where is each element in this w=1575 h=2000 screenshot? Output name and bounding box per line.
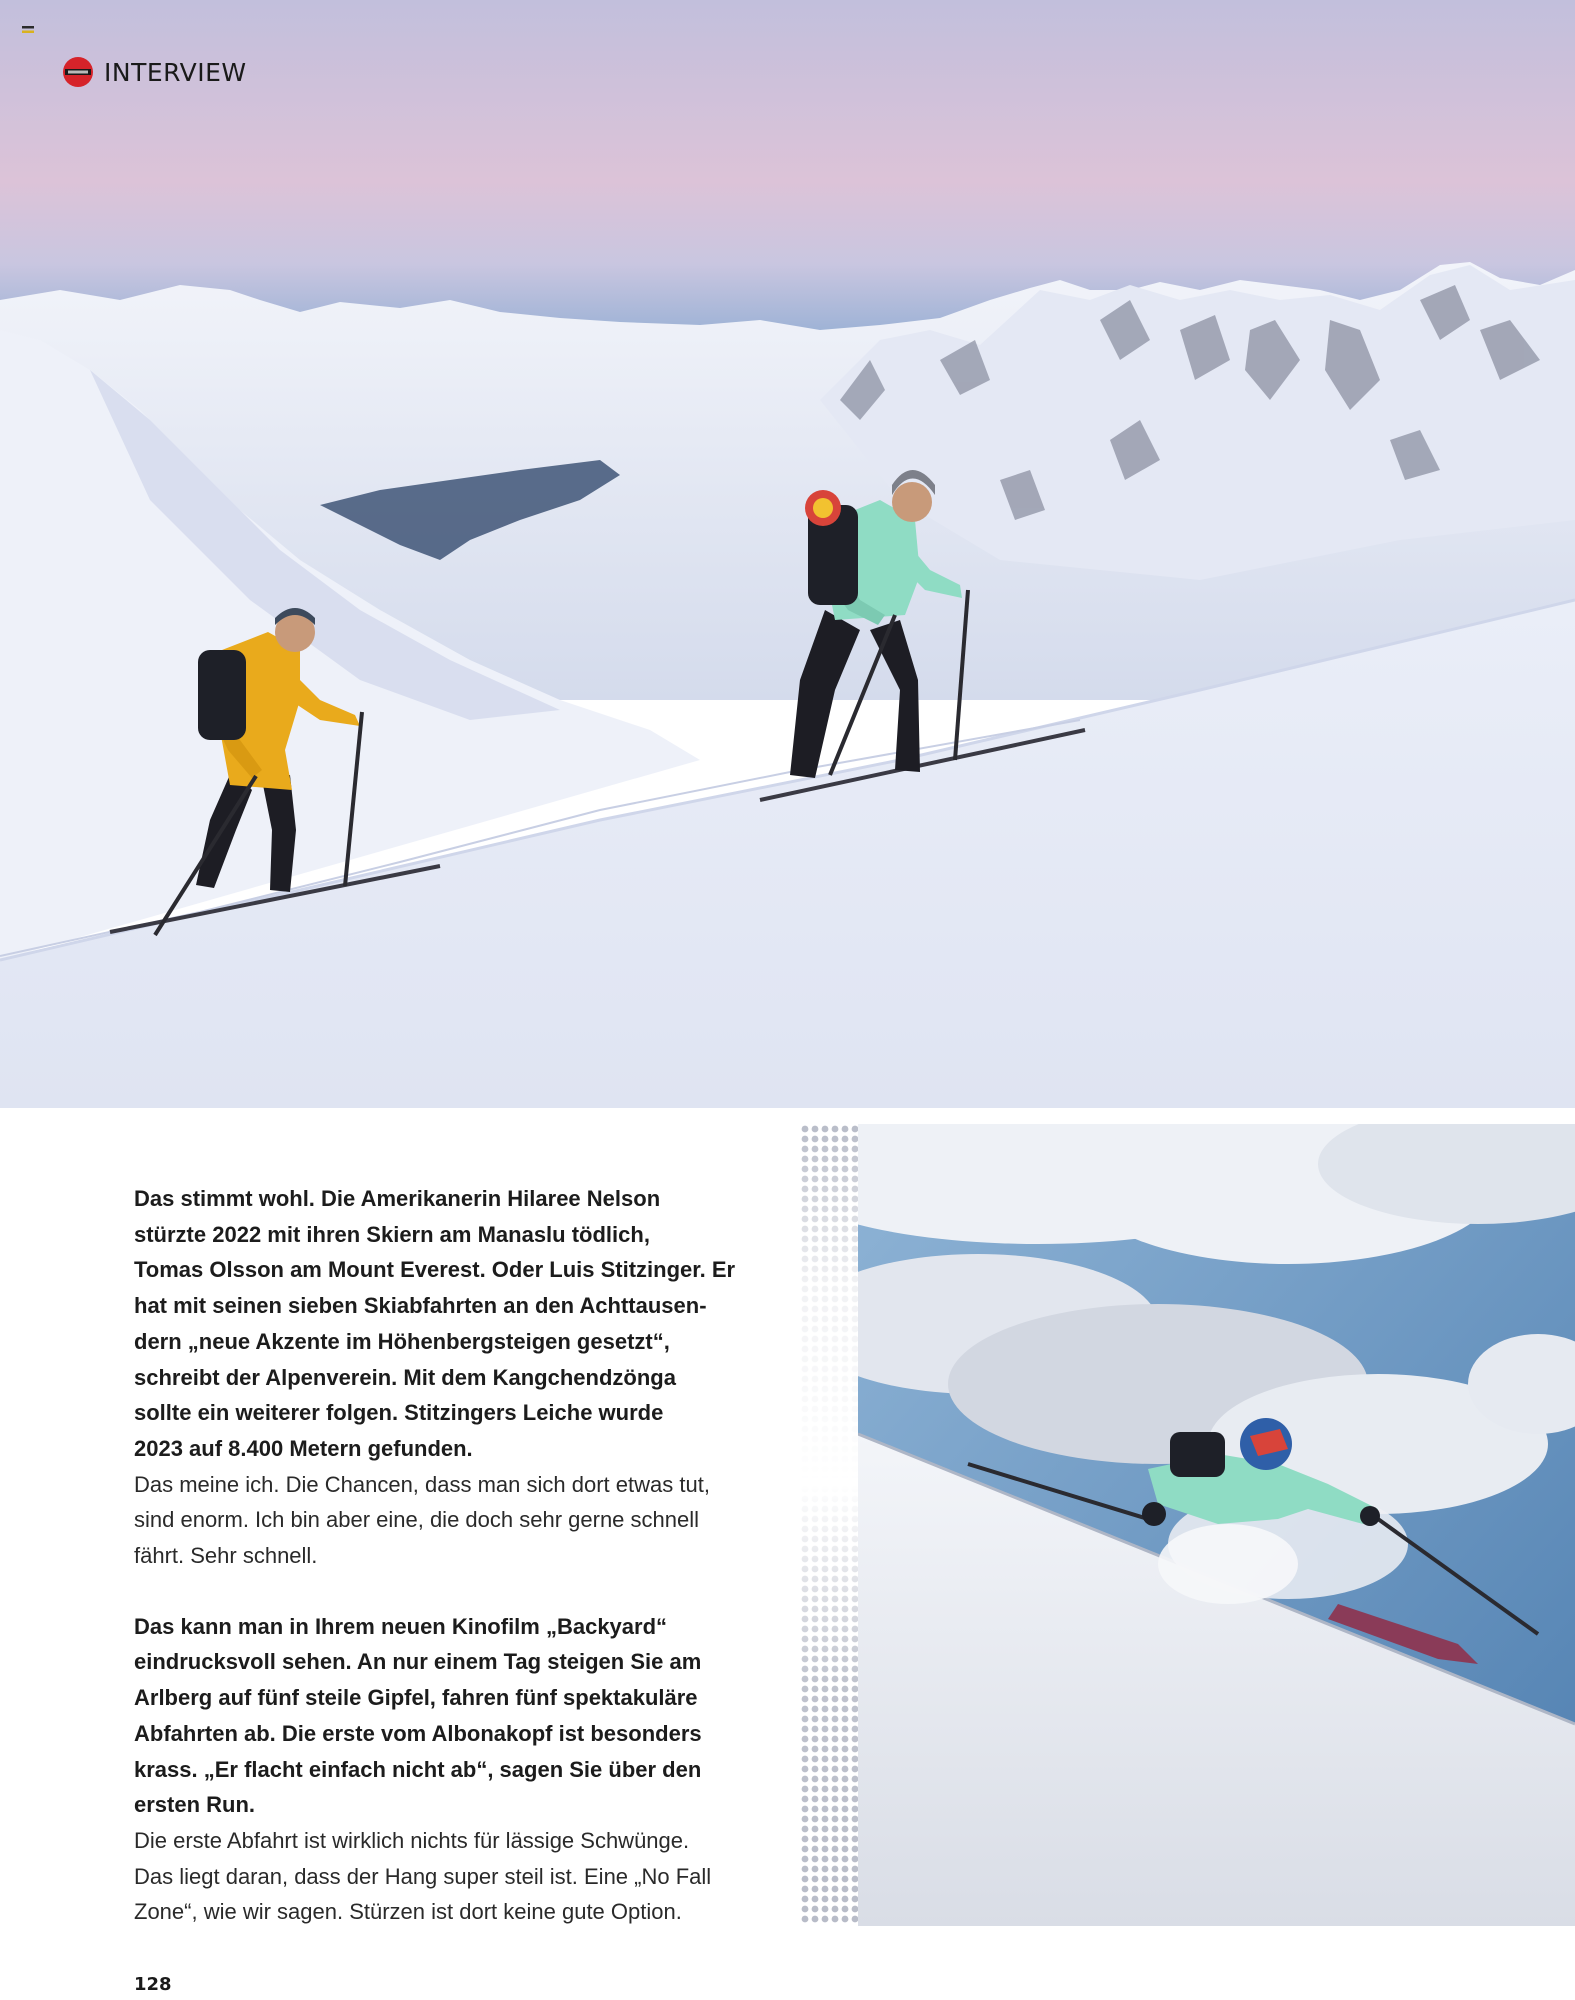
question-line: eindrucksvoll sehen. An nur einem Tag steigen Sie am: [134, 1649, 702, 1675]
question-line: hat mit seinen sieben Skiabfahrten an den Achttausen-: [134, 1293, 707, 1319]
section-label: [62, 56, 247, 88]
question-line: Abfahrten ab. Die erste vom Albonakopf ist besonders: [134, 1720, 702, 1746]
answer-line: Die erste Abfahrt ist wirklich nichts für lässige Schwünge.: [134, 1827, 690, 1853]
page-number: 128: [134, 1974, 172, 1995]
question-line: dern „neue Akzente im Höhenbergsteigen gesetzt“,: [134, 1328, 670, 1354]
interview-text: [134, 1181, 774, 1930]
answer-line: fährt. Sehr schnell.: [134, 1543, 318, 1569]
question-line: Arlberg auf fünf steile Gipfel, fahren fünf spektakuläre: [134, 1685, 698, 1711]
freeride-skier-photo: [858, 1124, 1575, 1926]
interview-block-2: [134, 1609, 774, 1930]
question-line: Tomas Olsson am Mount Everest. Oder Luis Stitzinger. Er: [134, 1257, 736, 1283]
answer-line: Das liegt daran, dass der Hang super steil ist. Eine „No Fall: [134, 1863, 712, 1889]
question-line: schreibt der Alpenverein. Mit dem Kangchendzönga: [134, 1364, 676, 1390]
question-line: krass. „Er flacht einfach nicht ab“, sagen Sie über den: [134, 1756, 702, 1782]
paragraph-spacer: [134, 1574, 774, 1609]
question-line: Das kann man in Ihrem neuen Kinofilm „Backyard“: [134, 1613, 668, 1639]
question-line: ersten Run.: [134, 1792, 256, 1818]
answer-line: Das meine ich. Die Chancen, dass man sich dort etwas tut,: [134, 1471, 710, 1497]
question-line: Das stimmt wohl. Die Amerikanerin Hilaree Nelson: [134, 1186, 661, 1211]
magazine-logo-icon: [62, 56, 94, 88]
halftone-decoration: [800, 1124, 860, 1924]
answer-line: Zone“, wie wir sagen. Stürzen ist dort keine gute Option.: [134, 1899, 682, 1925]
question-line: 2023 auf 8.400 Metern gefunden.: [134, 1435, 473, 1461]
freeride-illustration: [858, 1124, 1575, 1926]
corner-mark-icon: [22, 26, 34, 34]
section-title: INTERVIEW: [104, 57, 247, 87]
interview-block-1: [134, 1181, 774, 1574]
question-line: sollte ein weiterer folgen. Stitzingers Leiche wurde: [134, 1400, 664, 1426]
answer-line: sind enorm. Ich bin aber eine, die doch sehr gerne schnell: [134, 1507, 700, 1533]
question-line: stürzte 2022 mit ihren Skiern am Manaslu tödlich,: [134, 1221, 650, 1247]
